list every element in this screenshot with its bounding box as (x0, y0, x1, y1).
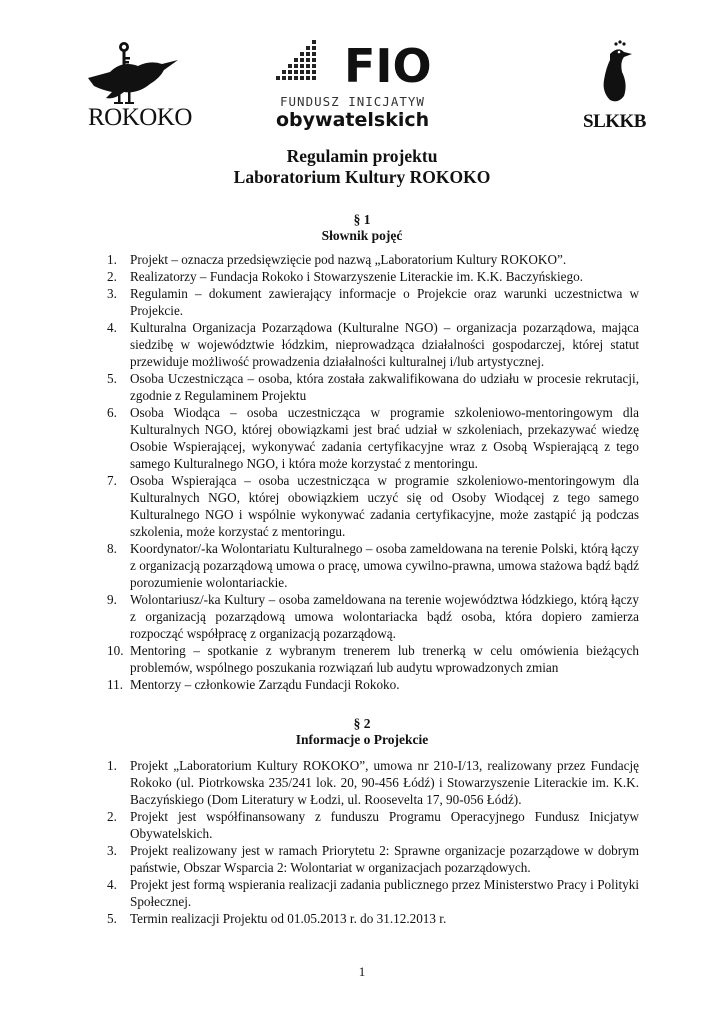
section-2-number: § 2 (353, 716, 371, 731)
list-item (107, 251, 639, 268)
list-item (107, 370, 639, 404)
item-text: Koordynator/-ka Wolontariatu Kulturalnego – osoba zameldowana na terenie Polski, którą łączy z organizacją pozarządową umowa o pracę, umowa cywilno-prawna, umowa stażowa bądź bądź porozumienie wolontariackie. (130, 541, 639, 590)
fio-line2: obywatelskich (276, 109, 430, 130)
list-item (107, 676, 639, 693)
document-title (0, 146, 724, 188)
item-number: 1. (107, 758, 117, 773)
item-text: Projekt jest współfinansowany z funduszu Programu Operacyjnego Fundusz Inicjatyw Obywatelskich. (130, 809, 639, 841)
item-number: 2. (107, 809, 117, 824)
item-text: Projekt jest formą wspierania realizacji zadania publicznego przez Ministerstwo Pracy i Polityki Społecznej. (130, 877, 639, 909)
item-number: 3. (107, 286, 117, 301)
item-number: 5. (107, 911, 117, 926)
item-number: 9. (107, 592, 117, 607)
title-line-1: Regulamin projektu (286, 146, 438, 166)
list-item (107, 319, 639, 370)
item-number: 10. (107, 643, 124, 658)
section-1-number: § 1 (353, 212, 371, 227)
item-text: Regulamin – dokument zawierający informacje o Projekcie oraz warunki uczestnictwa w Projekcie. (130, 286, 639, 318)
item-text: Termin realizacji Projektu od 01.05.2013 r. do 31.12.2013 r. (130, 911, 447, 926)
section-2-list (107, 757, 639, 927)
page-number: 1 (358, 964, 366, 979)
list-item (107, 642, 639, 676)
item-text: Wolontariusz/-ka Kultury – osoba zameldowana na terenie województwa łódzkiego, którą łączy z organizacją pozarządową umowa wolontariacka bądź osoba, która dopiero zamierza rozpocząć współpracę z organizacją pozarządową. (130, 592, 639, 641)
item-text: Realizatorzy – Fundacja Rokoko i Stowarzyszenie Literackie im. K.K. Baczyńskiego. (130, 269, 583, 284)
item-text: Osoba Uczestnicząca – osoba, która została zakwalifikowana do udziału w procesie rekrutacji, zgodnie z Regulaminem Projektu (130, 371, 639, 403)
list-item (107, 842, 639, 876)
item-number: 4. (107, 877, 117, 892)
item-number: 5. (107, 371, 117, 386)
item-number: 4. (107, 320, 117, 335)
list-item (107, 876, 639, 910)
fio-dot-matrix-icon (276, 40, 316, 80)
section-2-header (0, 716, 724, 748)
item-number: 6. (107, 405, 117, 420)
item-number: 7. (107, 473, 117, 488)
item-text: Kulturalna Organizacja Pozarządowa (Kulturalne NGO) – organizacja pozarządowa, mająca siedzibę w województwie łódzkim, nieprowadząca działalności gospodarczej, której statut przewiduje możliwość prowadzenia działalności kulturalnej i/lub artystycznej. (130, 320, 639, 369)
slkkb-logo-text: SLKKB (583, 111, 646, 132)
list-item (107, 757, 639, 808)
list-item (107, 808, 639, 842)
list-item (107, 591, 639, 642)
page-header (0, 0, 724, 140)
item-number: 11. (107, 677, 123, 692)
section-1-heading: Słownik pojęć (321, 228, 403, 243)
section-1-list (107, 251, 639, 693)
item-text: Osoba Wspierająca – osoba uczestnicząca w programie szkoleniowo-mentoringowym dla Kulturalnych NGO, której obowiązkiem uczyć się od Osoby Wiodącej z tego samego Kulturalnego NGO i wspólnie wykonywać zadania certyfikacyjne, może zastąpić ją podczas szkolenia, może korzystać z mentoringu. (130, 473, 639, 539)
item-number: 1. (107, 252, 117, 267)
section-2-heading: Informacje o Projekcie (295, 732, 429, 747)
list-item (107, 285, 639, 319)
item-number: 3. (107, 843, 117, 858)
item-number: 8. (107, 541, 117, 556)
list-item (107, 472, 639, 540)
item-text: Osoba Wiodąca – osoba uczestnicząca w programie szkoleniowo-mentoringowym dla Kulturalnych NGO, której obowiązkami jest brać udział w szkoleniach, przekazywać wiedzę Osobie Wspierającej, wykonywać zadania certyfikacyjne wraz z Osobą Wspierającą z tego samego Kulturalnego NGO, i która może korzystać z mentoringu. (130, 405, 639, 471)
rokoko-logo-text: ROKOKO (88, 104, 192, 131)
item-text: Mentoring – spotkanie z wybranym trenerem lub trenerką w celu omówienia bieżących problemów, wspólnego poszukania rozwiązań lub audytu wprowadzonych zmian (130, 643, 639, 675)
item-text: Projekt realizowany jest w ramach Priorytetu 2: Sprawne organizacje pozarządowe w dobrym państwie, Obszar Wsparcia 2: Wolontariat w organizacjach pozarządowych. (130, 843, 639, 875)
list-item (107, 268, 639, 285)
fio-line1: FUNDUSZ INICJATYW (280, 94, 425, 109)
list-item (107, 540, 639, 591)
item-number: 2. (107, 269, 117, 284)
section-1-header (0, 212, 724, 244)
fio-logo (272, 38, 462, 130)
list-item (107, 910, 639, 927)
list-item (107, 404, 639, 472)
item-text: Projekt „Laboratorium Kultury ROKOKO”, umowa nr 210-I/13, realizowany przez Fundację Rokoko (ul. Piotrkowska 235/241 lok. 20, 90-456 Łódź) i Stowarzyszenie Literackie im. K.K. Baczyńskiego (Dom Literatury w Łodzi, ul. Roosevelta 17, 90-056 Łódź). (130, 758, 639, 807)
item-text: Mentorzy – członkowie Zarządu Fundacji Rokoko. (130, 677, 400, 692)
fio-mark: FIO (344, 39, 432, 93)
item-text: Projekt – oznacza przedsięwzięcie pod nazwą „Laboratorium Kultury ROKOKO”. (130, 252, 567, 267)
title-line-2: Laboratorium Kultury ROKOKO (233, 167, 491, 187)
